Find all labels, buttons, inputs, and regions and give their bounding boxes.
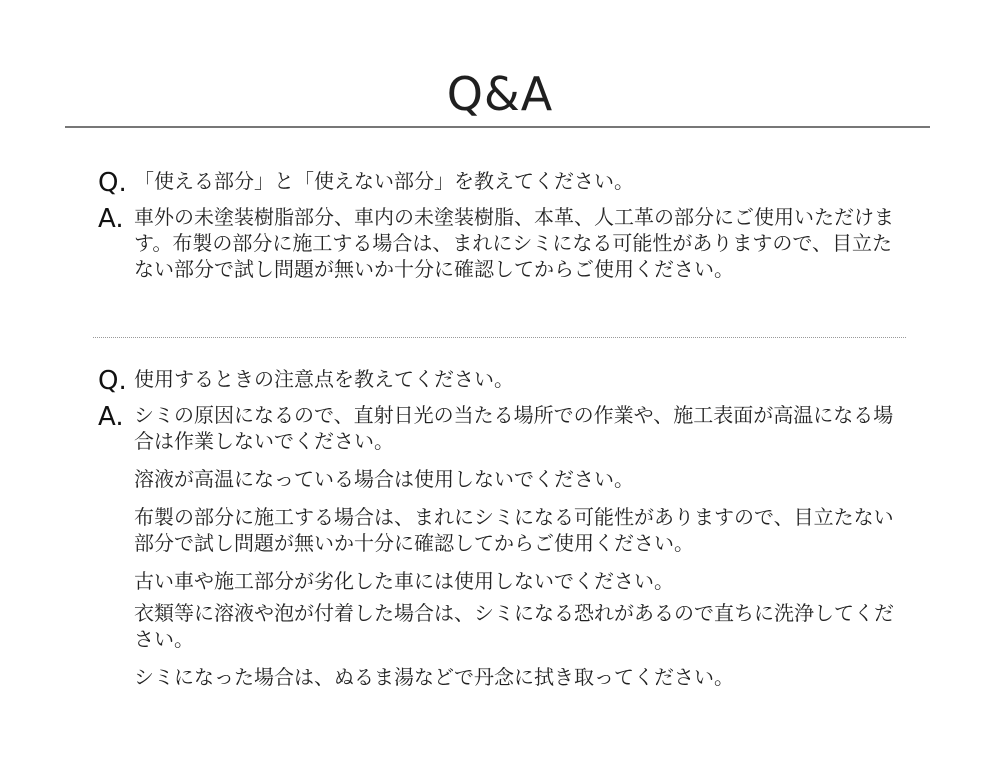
answer-paragraph: 車外の未塗装樹脂部分、車内の未塗装樹脂、本革、人工革の部分にご使用いただけます。布製の部分に施工する場合は、まれにシミになる可能性がありますので、目立たない部分で試し問題が無いか十分に確認してからご使用ください。: [134, 205, 894, 281]
answer-paragraph: 溶液が高温になっている場合は使用しないでください。: [134, 467, 634, 491]
question-marker: Q.: [98, 366, 127, 396]
answer-paragraph: 衣類等に溶液や泡が付着した場合は、シミになる恐れがあるので直ちに洗浄してください。: [134, 601, 894, 651]
question-row: [98, 168, 908, 198]
question-text: 「使える部分」と「使えない部分」を教えてください。: [134, 169, 634, 193]
answer-paragraph: シミの原因になるので、直射日光の当たる場所での作業や、施工表面が高温になる場合は作業しないでください。: [134, 403, 894, 453]
title-divider: [65, 126, 930, 128]
answer-marker: A.: [98, 204, 124, 234]
qa-item-2: [98, 362, 908, 690]
answer-row: [98, 204, 908, 282]
answer-row: [98, 402, 908, 690]
answer-paragraph: 古い車や施工部分が劣化した車には使用しないでください。: [134, 569, 674, 593]
section-divider: [93, 337, 906, 338]
qa-item-1: [98, 164, 908, 282]
answer-body: [134, 204, 908, 282]
answer-marker: A.: [98, 402, 124, 432]
question-row: [98, 366, 908, 396]
answer-paragraph: シミになった場合は、ぬるま湯などで丹念に拭き取ってください。: [134, 665, 734, 689]
page-title: Q&A: [446, 67, 554, 121]
question-marker: Q.: [98, 168, 127, 198]
answer-body: [134, 402, 908, 690]
question-text: 使用するときの注意点を教えてください。: [134, 367, 514, 391]
answer-paragraph: 布製の部分に施工する場合は、まれにシミになる可能性がありますので、目立たない部分で試し問題が無いか十分に確認してからご使用ください。: [134, 505, 894, 555]
